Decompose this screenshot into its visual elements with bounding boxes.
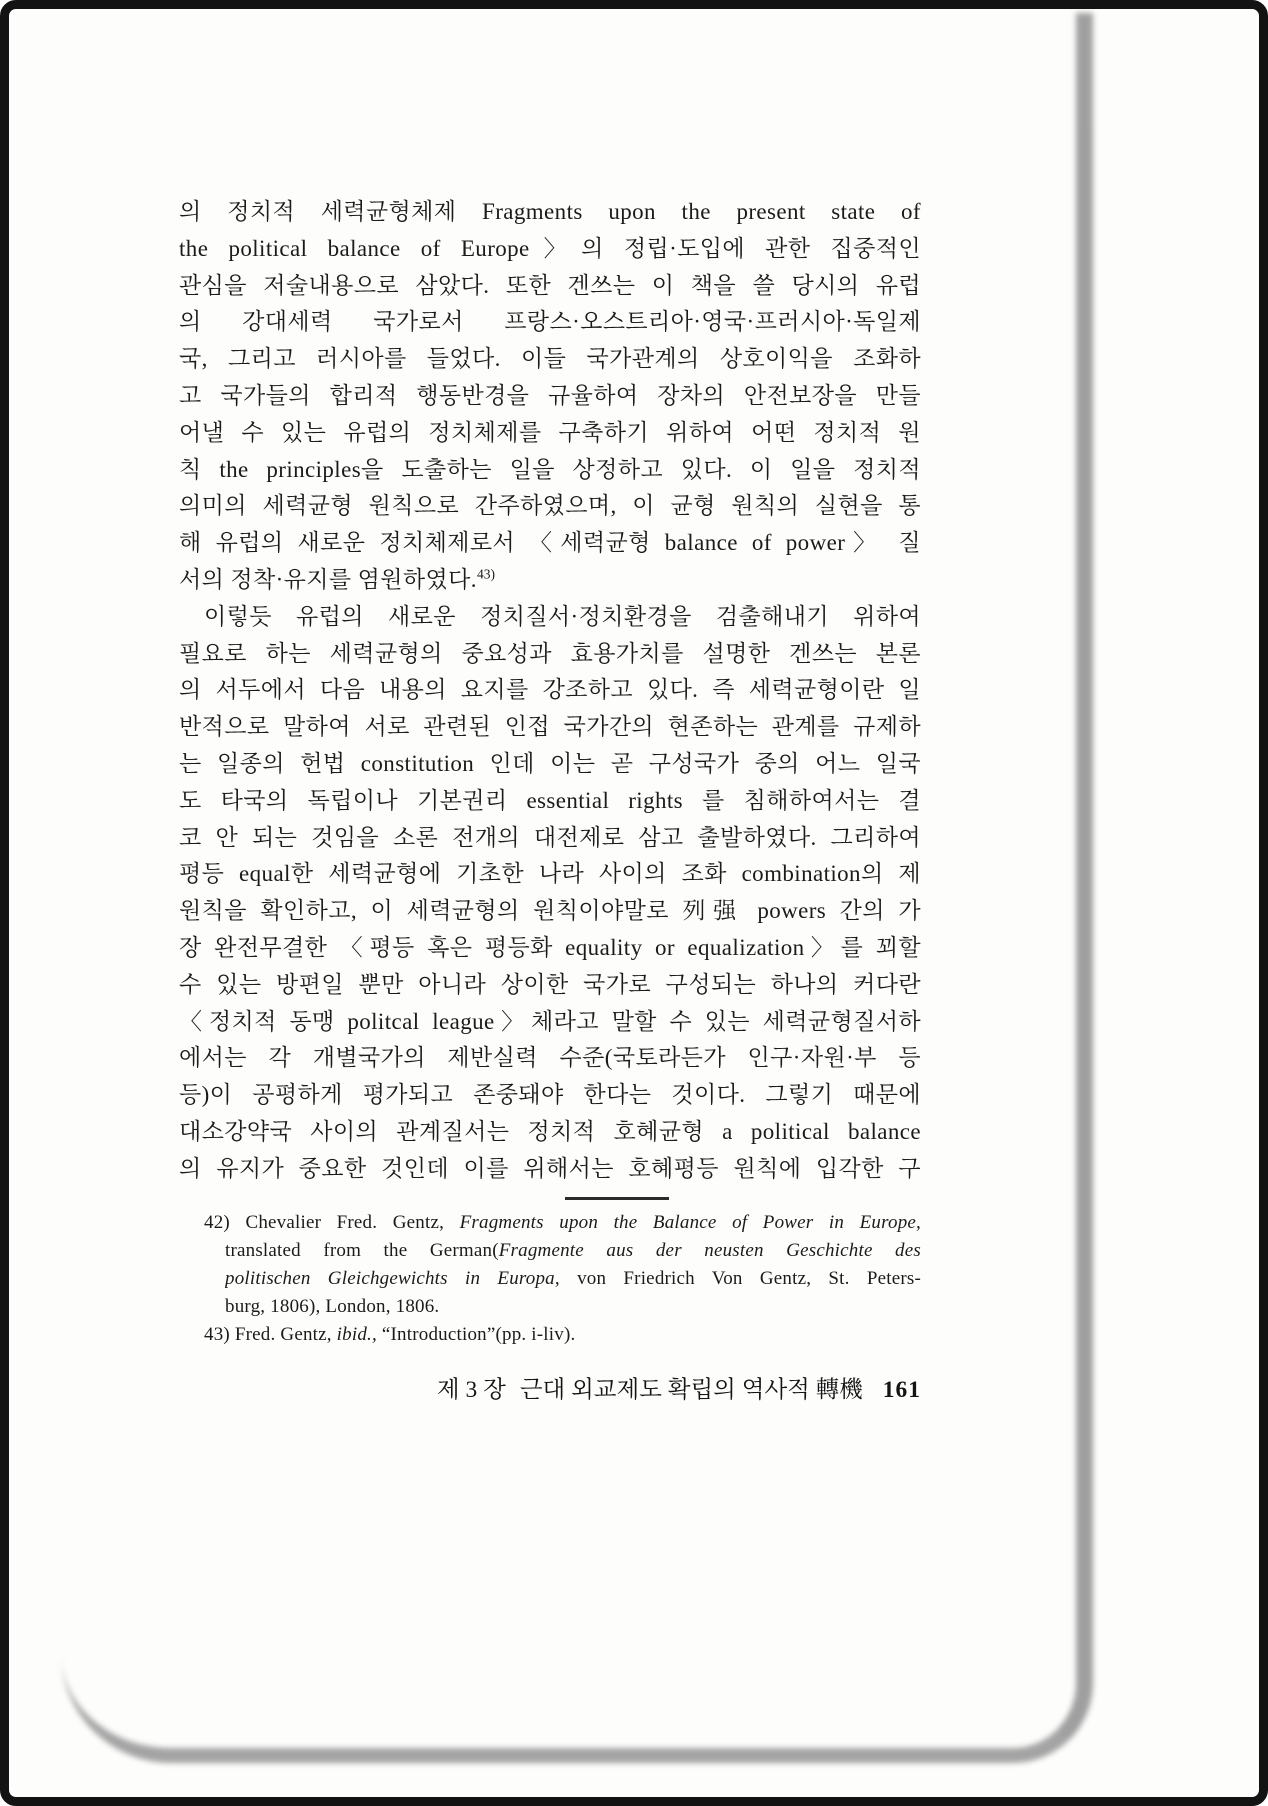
body-line: 의 서두에서 다음 내용의 요지를 강조하고 있다. 즉 세력균형이란 일 — [179, 677, 921, 703]
body-line: 등)이 공평하게 평가되고 존중돼야 한다는 것이다. 그렇기 때문에 — [179, 1082, 921, 1108]
body-line: 는 일종의 헌법 constitution 인데 이는 곧 구성국가 중의 어느 일국 — [179, 750, 921, 776]
footnote-text: burg, 1806), London, 1806. — [225, 1295, 440, 1317]
footnotes — [179, 1212, 921, 1352]
footnote-text: 43) Fred. Gentz, — [204, 1323, 337, 1345]
footnote-text: von Friedrich Von Gentz, St. Peters- — [559, 1267, 921, 1289]
chapter-title: 근대 외교제도 확립의 역사적 轉機 — [519, 1376, 863, 1403]
body-line: 도 타국의 독립이나 기본권리 essential rights 를 침해하여서는 결 — [179, 787, 921, 813]
body-line: 수 있는 방편일 뿐만 아니라 상이한 국가로 구성되는 하나의 커다란 — [179, 971, 921, 997]
footnote-title-italic: Fragmente aus der neusten Geschichte des — [498, 1239, 921, 1261]
body-line: 에서는 각 개별국가의 제반실력 수준(국토라든가 인구·자원·부 등 — [179, 1045, 921, 1071]
footnote-line — [204, 1324, 921, 1352]
body-line: 해 유럽의 새로운 정치체제로서 〈세력균형 balance of power〉 질 — [179, 530, 921, 556]
body-line: 평등 equal한 세력균형에 기초한 나라 사이의 조화 combination의 제 — [179, 861, 921, 887]
body-line: 의 정치적 세력균형체제 Fragments upon the present state of — [179, 199, 921, 224]
chapter-number: 제 3 장 — [436, 1376, 506, 1403]
body-line — [179, 561, 921, 598]
footnote-42 — [179, 1212, 921, 1324]
footnote-ibid-italic: ibid., — [336, 1323, 377, 1345]
footnote-line — [225, 1268, 921, 1296]
body-line: 의 유지가 중요한 것인데 이를 위해서는 호혜평등 원칙에 입각한 구 — [179, 1155, 921, 1181]
body-line: 고 국가들의 합리적 행동반경을 규율하여 장차의 안전보장을 만들 — [179, 382, 921, 408]
page-content — [179, 193, 921, 1404]
body-line: 의 강대세력 국가로서 프랑스·오스트리아·영국·프러시아·독일제 — [179, 309, 921, 335]
body-line: 〈정치적 동맹 politcal league〉체라고 말할 수 있는 세력균형질서하 — [179, 1008, 921, 1034]
footnote-ref-43: 43) — [476, 566, 495, 582]
body-line: 칙 the principles을 도출하는 일을 상정하고 있다. 이 일을 정치적 — [179, 456, 921, 482]
body-line: 코 안 되는 것임을 소론 전개의 대전제로 삼고 출발하였다. 그리하여 — [179, 824, 921, 850]
footnote-text: 42) Chevalier Fred. Gentz, — [204, 1211, 460, 1233]
body-line-text: 서의 정착·유지를 염원하였다. — [179, 566, 477, 592]
footnote-line — [225, 1296, 921, 1324]
body-line: 국, 그리고 러시아를 들었다. 이들 국가관계의 상호이익을 조화하 — [179, 346, 921, 372]
page-number: 161 — [882, 1376, 921, 1403]
footnote-text: “Introduction”(pp. i-liv). — [376, 1323, 576, 1345]
body-line: 원칙을 확인하고, 이 세력균형의 원칙이야말로 列强 powers 간의 가 — [179, 898, 921, 924]
footnote-title-italic: Fragments upon the Balance of Power in Europe, — [459, 1211, 921, 1233]
footnote-line — [204, 1212, 921, 1240]
body-line: 필요로 하는 세력균형의 중요성과 효용가치를 설명한 겐쓰는 본론 — [179, 640, 921, 666]
body-line: 의미의 세력균형 원칙으로 간주하였으며, 이 균형 원칙의 실현을 통 — [179, 493, 921, 519]
body-line: 대소강약국 사이의 관계질서는 정치적 호혜균형 a political balance — [179, 1118, 921, 1144]
footnote-43 — [179, 1324, 921, 1352]
footnote-title-italic: politischen Gleichgewichts in Europa, — [225, 1267, 560, 1289]
body-line: 반적으로 말하여 서로 관련된 인접 국가간의 현존하는 관계를 규제하 — [179, 714, 921, 740]
footnote-line — [225, 1240, 921, 1268]
page-footer — [179, 1370, 921, 1404]
body-line: 이렇듯 유럽의 새로운 정치질서·정치환경을 검출해내기 위하여 — [204, 603, 921, 629]
body-line: the political balance of Europe〉의 정립·도입에 관한 집중적인 — [179, 235, 921, 261]
body-line: 관심을 저술내용으로 삼았다. 또한 겐쓰는 이 책을 쓸 당시의 유럽 — [179, 272, 921, 298]
body-line: 장 완전무결한 〈평등 혹은 평등화 equality or equalization〉를 꾀할 — [179, 934, 921, 960]
body-text — [179, 193, 921, 1187]
footnote-text: translated from the German( — [225, 1239, 499, 1261]
footnote-divider — [565, 1197, 669, 1200]
body-line: 어낼 수 있는 유럽의 정치체제를 구축하기 위하여 어떤 정치적 원 — [179, 419, 921, 445]
